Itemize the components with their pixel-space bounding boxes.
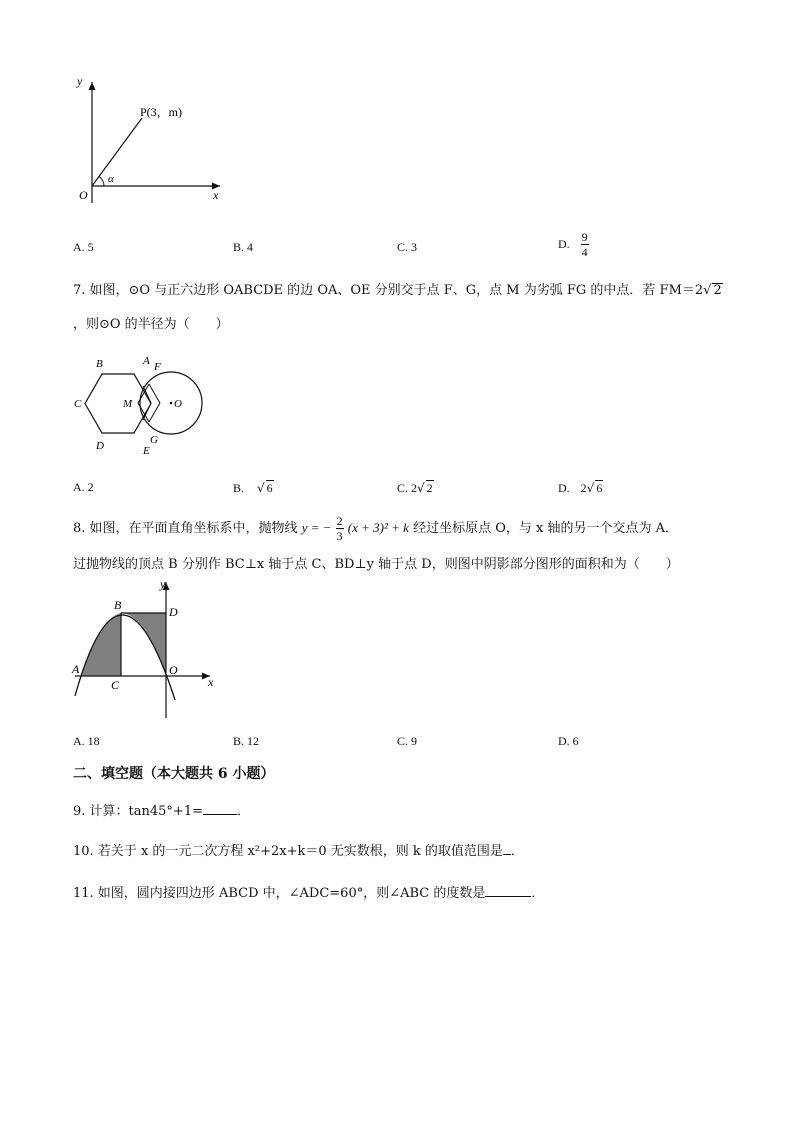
q7-option-a: A. 2 bbox=[73, 480, 94, 494]
q6-figure bbox=[70, 68, 240, 213]
q7-label-f: F bbox=[154, 361, 161, 373]
q7-option-c: C. 2√ 2 bbox=[397, 481, 433, 495]
q8-label-a: A bbox=[72, 662, 80, 676]
q8-label-d: D bbox=[169, 605, 178, 619]
q8-equation-rest: (x + 3)² + k bbox=[347, 520, 409, 535]
q6-alpha-label: α bbox=[108, 173, 114, 185]
q7-figure bbox=[70, 350, 215, 460]
q6-point-label: P(3，m) bbox=[140, 105, 183, 119]
q7-option-c-prefix: C. 2 bbox=[397, 481, 418, 495]
q8-label-b: B bbox=[114, 598, 122, 612]
q7-label-g: G bbox=[150, 434, 158, 446]
q7-stem-line2: ，则⊙O 的半径为（ ） bbox=[73, 317, 229, 332]
q7-label-o: O bbox=[174, 398, 182, 410]
q6-option-a: A. 5 bbox=[73, 240, 94, 254]
q6-option-d-denominator: 4 bbox=[581, 245, 588, 259]
q8-stem-text-a: 8. 如图，在平面直角坐标系中，抛物线 bbox=[73, 521, 298, 536]
q9-stem bbox=[73, 803, 250, 821]
q10-stem bbox=[73, 843, 524, 861]
q9-text: 9. 计算：tan45°+1= bbox=[73, 804, 203, 819]
q8-stem-line1 bbox=[73, 514, 678, 543]
q7-label-a: A bbox=[143, 355, 150, 367]
q7-stem-text: 7. 如图，⊙O 与正六边形 OABCDE 的边 OA、OE 分别交于点 F、G，点 M 为劣弧 FG 的中点．若 FM＝2 bbox=[73, 283, 704, 298]
q11-stem bbox=[73, 885, 544, 903]
q7-label-b: B bbox=[96, 358, 103, 370]
q7-option-b-prefix: B. bbox=[233, 481, 245, 495]
q10-answer-blank bbox=[503, 854, 511, 855]
q7-label-c: C bbox=[74, 398, 82, 410]
q8-label-o: O bbox=[169, 663, 178, 677]
q8-equation-lhs: y = − bbox=[301, 520, 332, 535]
q7-option-d-coefficient: 2 bbox=[580, 481, 587, 495]
q6-option-d bbox=[558, 230, 589, 259]
q8-equation-denominator: 3 bbox=[336, 529, 343, 543]
q8-equation-numerator: 2 bbox=[336, 514, 343, 528]
q8-equation-fraction bbox=[336, 514, 344, 543]
q6-y-label: y bbox=[77, 74, 83, 88]
q8-label-x: x bbox=[208, 675, 214, 689]
q7-option-c-radicand: 2 bbox=[426, 481, 433, 495]
q8-label-c: C bbox=[111, 678, 120, 692]
q7-option-b-radicand: 6 bbox=[266, 481, 273, 495]
q8-option-d: D. 6 bbox=[558, 734, 579, 748]
q8-option-c: C. 9 bbox=[397, 734, 418, 748]
q6-option-d-prefix: D. bbox=[558, 237, 570, 251]
q11-end: ． bbox=[531, 886, 545, 901]
q6-option-b: B. 4 bbox=[233, 240, 254, 254]
q7-option-d-radicand: 6 bbox=[596, 481, 603, 495]
q6-option-d-fraction bbox=[581, 230, 589, 259]
q8-option-a: A. 18 bbox=[73, 734, 100, 748]
q8-figure bbox=[70, 578, 220, 723]
q7-stem-radicand: 2 bbox=[713, 283, 722, 298]
q7-label-m: M bbox=[123, 398, 133, 410]
q10-text: 10. 若关于 x 的一元二次方程 x²+2x+k＝0 无实数根，则 k 的取值范围是 bbox=[73, 844, 503, 859]
q8-label-y: y bbox=[160, 578, 166, 591]
q9-answer-blank bbox=[203, 814, 237, 815]
q8-option-b: B. 12 bbox=[233, 734, 260, 748]
q6-option-d-numerator: 9 bbox=[581, 230, 588, 244]
q7-label-d: D bbox=[96, 440, 104, 452]
q7-option-b: B. √ 6 bbox=[233, 481, 273, 495]
q7-label-e: E bbox=[143, 445, 150, 457]
q8-stem-line2: 过抛物线的顶点 B 分别作 BC⊥x 轴于点 C、BD⊥y 轴于点 D，则图中阴影部分图形的面积和为（ ） bbox=[73, 557, 679, 572]
q8-stem-text-b: 经过坐标原点 O，与 x 轴的另一个交点为 A． bbox=[413, 521, 678, 536]
q7-stem-line1: 7. 如图，⊙O 与正六边形 OABCDE 的边 OA、OE 分别交于点 F、G，点 M 为劣弧 FG 的中点．若 FM＝2√ 2 bbox=[73, 283, 722, 298]
q7-option-d-prefix: D. bbox=[558, 481, 570, 495]
q6-x-label: x bbox=[213, 188, 219, 202]
q6-option-c: C. 3 bbox=[397, 240, 418, 254]
q7-option-d: D. 2√ 6 bbox=[558, 481, 603, 495]
section-heading: 二、填空题（本大题共 6 小题） bbox=[73, 766, 275, 782]
q9-end: ． bbox=[236, 804, 250, 819]
q10-end: ． bbox=[510, 844, 524, 859]
q11-answer-blank bbox=[485, 896, 531, 897]
q11-text: 11. 如图，圆内接四边形 ABCD 中，∠ADC=60°，则∠ABC 的度数是 bbox=[73, 886, 486, 901]
q6-origin-label: O bbox=[79, 188, 88, 202]
